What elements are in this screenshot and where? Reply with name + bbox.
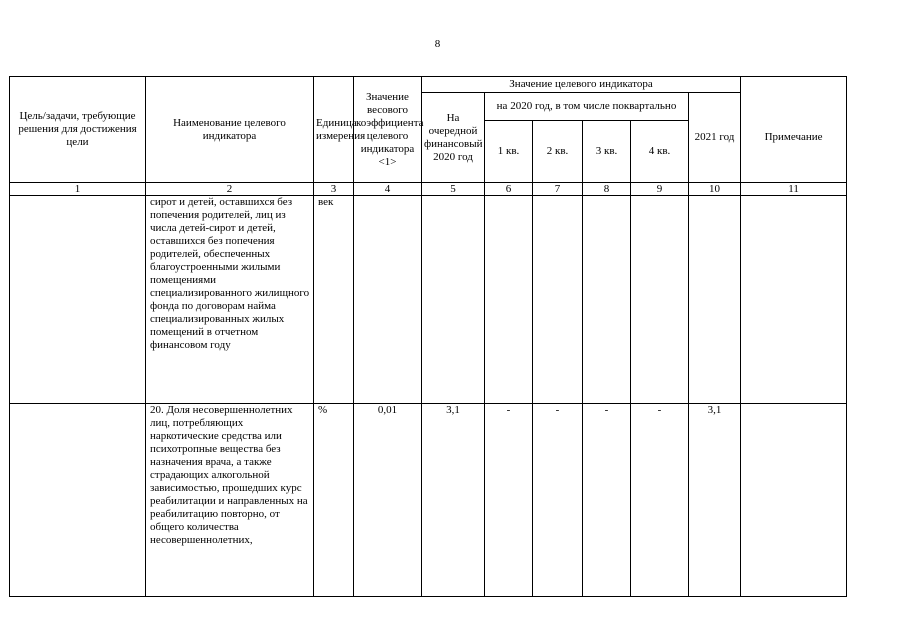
header-note-top bbox=[741, 77, 847, 93]
header-value-2020: На очередной финансовый 2020 год bbox=[422, 93, 485, 183]
row-note bbox=[741, 404, 847, 597]
column-number: 8 bbox=[583, 183, 631, 196]
column-number: 9 bbox=[631, 183, 689, 196]
header-indicator-name: Наименование целевого индикатора bbox=[146, 77, 314, 183]
row-q3: - bbox=[583, 404, 631, 597]
row-weight: 0,01 bbox=[354, 404, 422, 597]
header-value-2021: 2021 год bbox=[689, 93, 741, 183]
row-note bbox=[741, 196, 847, 404]
column-number: 1 bbox=[10, 183, 146, 196]
column-number: 3 bbox=[314, 183, 354, 196]
row-q1 bbox=[485, 196, 533, 404]
row-unit: % bbox=[314, 404, 354, 597]
row-value-2021 bbox=[689, 196, 741, 404]
header-quarterly-group: на 2020 год, в том числе поквартально bbox=[485, 93, 689, 121]
column-number: 4 bbox=[354, 183, 422, 196]
column-number: 6 bbox=[485, 183, 533, 196]
column-number: 10 bbox=[689, 183, 741, 196]
row-value-2020: 3,1 bbox=[422, 404, 485, 597]
row-goal bbox=[10, 404, 146, 597]
indicator-table bbox=[9, 76, 847, 597]
row-q1: - bbox=[485, 404, 533, 597]
column-number: 5 bbox=[422, 183, 485, 196]
header-weight: Значение весового коэффициента целевого индикатора <1> bbox=[354, 77, 422, 183]
header-goal: Цель/задачи, требующие решения для достижения цели bbox=[10, 77, 146, 183]
row-q2 bbox=[533, 196, 583, 404]
row-unit: век bbox=[314, 196, 354, 404]
row-value-2021: 3,1 bbox=[689, 404, 741, 597]
page-number: 8 bbox=[434, 38, 441, 50]
row-q2: - bbox=[533, 404, 583, 597]
header-unit: Единица измерения bbox=[314, 77, 354, 183]
header-q2: 2 кв. bbox=[533, 121, 583, 183]
column-number: 2 bbox=[146, 183, 314, 196]
column-number: 11 bbox=[741, 183, 847, 196]
table-row bbox=[10, 404, 847, 597]
header-q4: 4 кв. bbox=[631, 121, 689, 183]
row-value-2020 bbox=[422, 196, 485, 404]
header-indicator-value-group: Значение целевого индикатора bbox=[422, 77, 741, 93]
row-q4: - bbox=[631, 404, 689, 597]
row-q4 bbox=[631, 196, 689, 404]
row-q3 bbox=[583, 196, 631, 404]
table-row bbox=[10, 196, 847, 404]
row-indicator: сирот и детей, оставшихся без попечения родителей, лиц из числа детей-сирот и детей, оставшихся без попечения родителей, обеспеченных благоустроенными жилыми помещениями специализированного жилищного фонда по договорам найма специализированных жилых помещений в отчетном финансовом году bbox=[146, 196, 314, 404]
column-number: 7 bbox=[533, 183, 583, 196]
header-q3: 3 кв. bbox=[583, 121, 631, 183]
column-number-row bbox=[10, 183, 847, 196]
header-note: Примечание bbox=[741, 93, 847, 183]
row-weight bbox=[354, 196, 422, 404]
header-q1: 1 кв. bbox=[485, 121, 533, 183]
row-goal bbox=[10, 196, 146, 404]
row-indicator: 20. Доля несовершеннолетних лиц, потребляющих наркотические средства или психотропные вещества без назначения врача, а также страдающих алкогольной зависимостью, прошедших курс реабилитации и направленных на реабилитацию повторно, от общего количества несовершеннолетних, bbox=[146, 404, 314, 597]
